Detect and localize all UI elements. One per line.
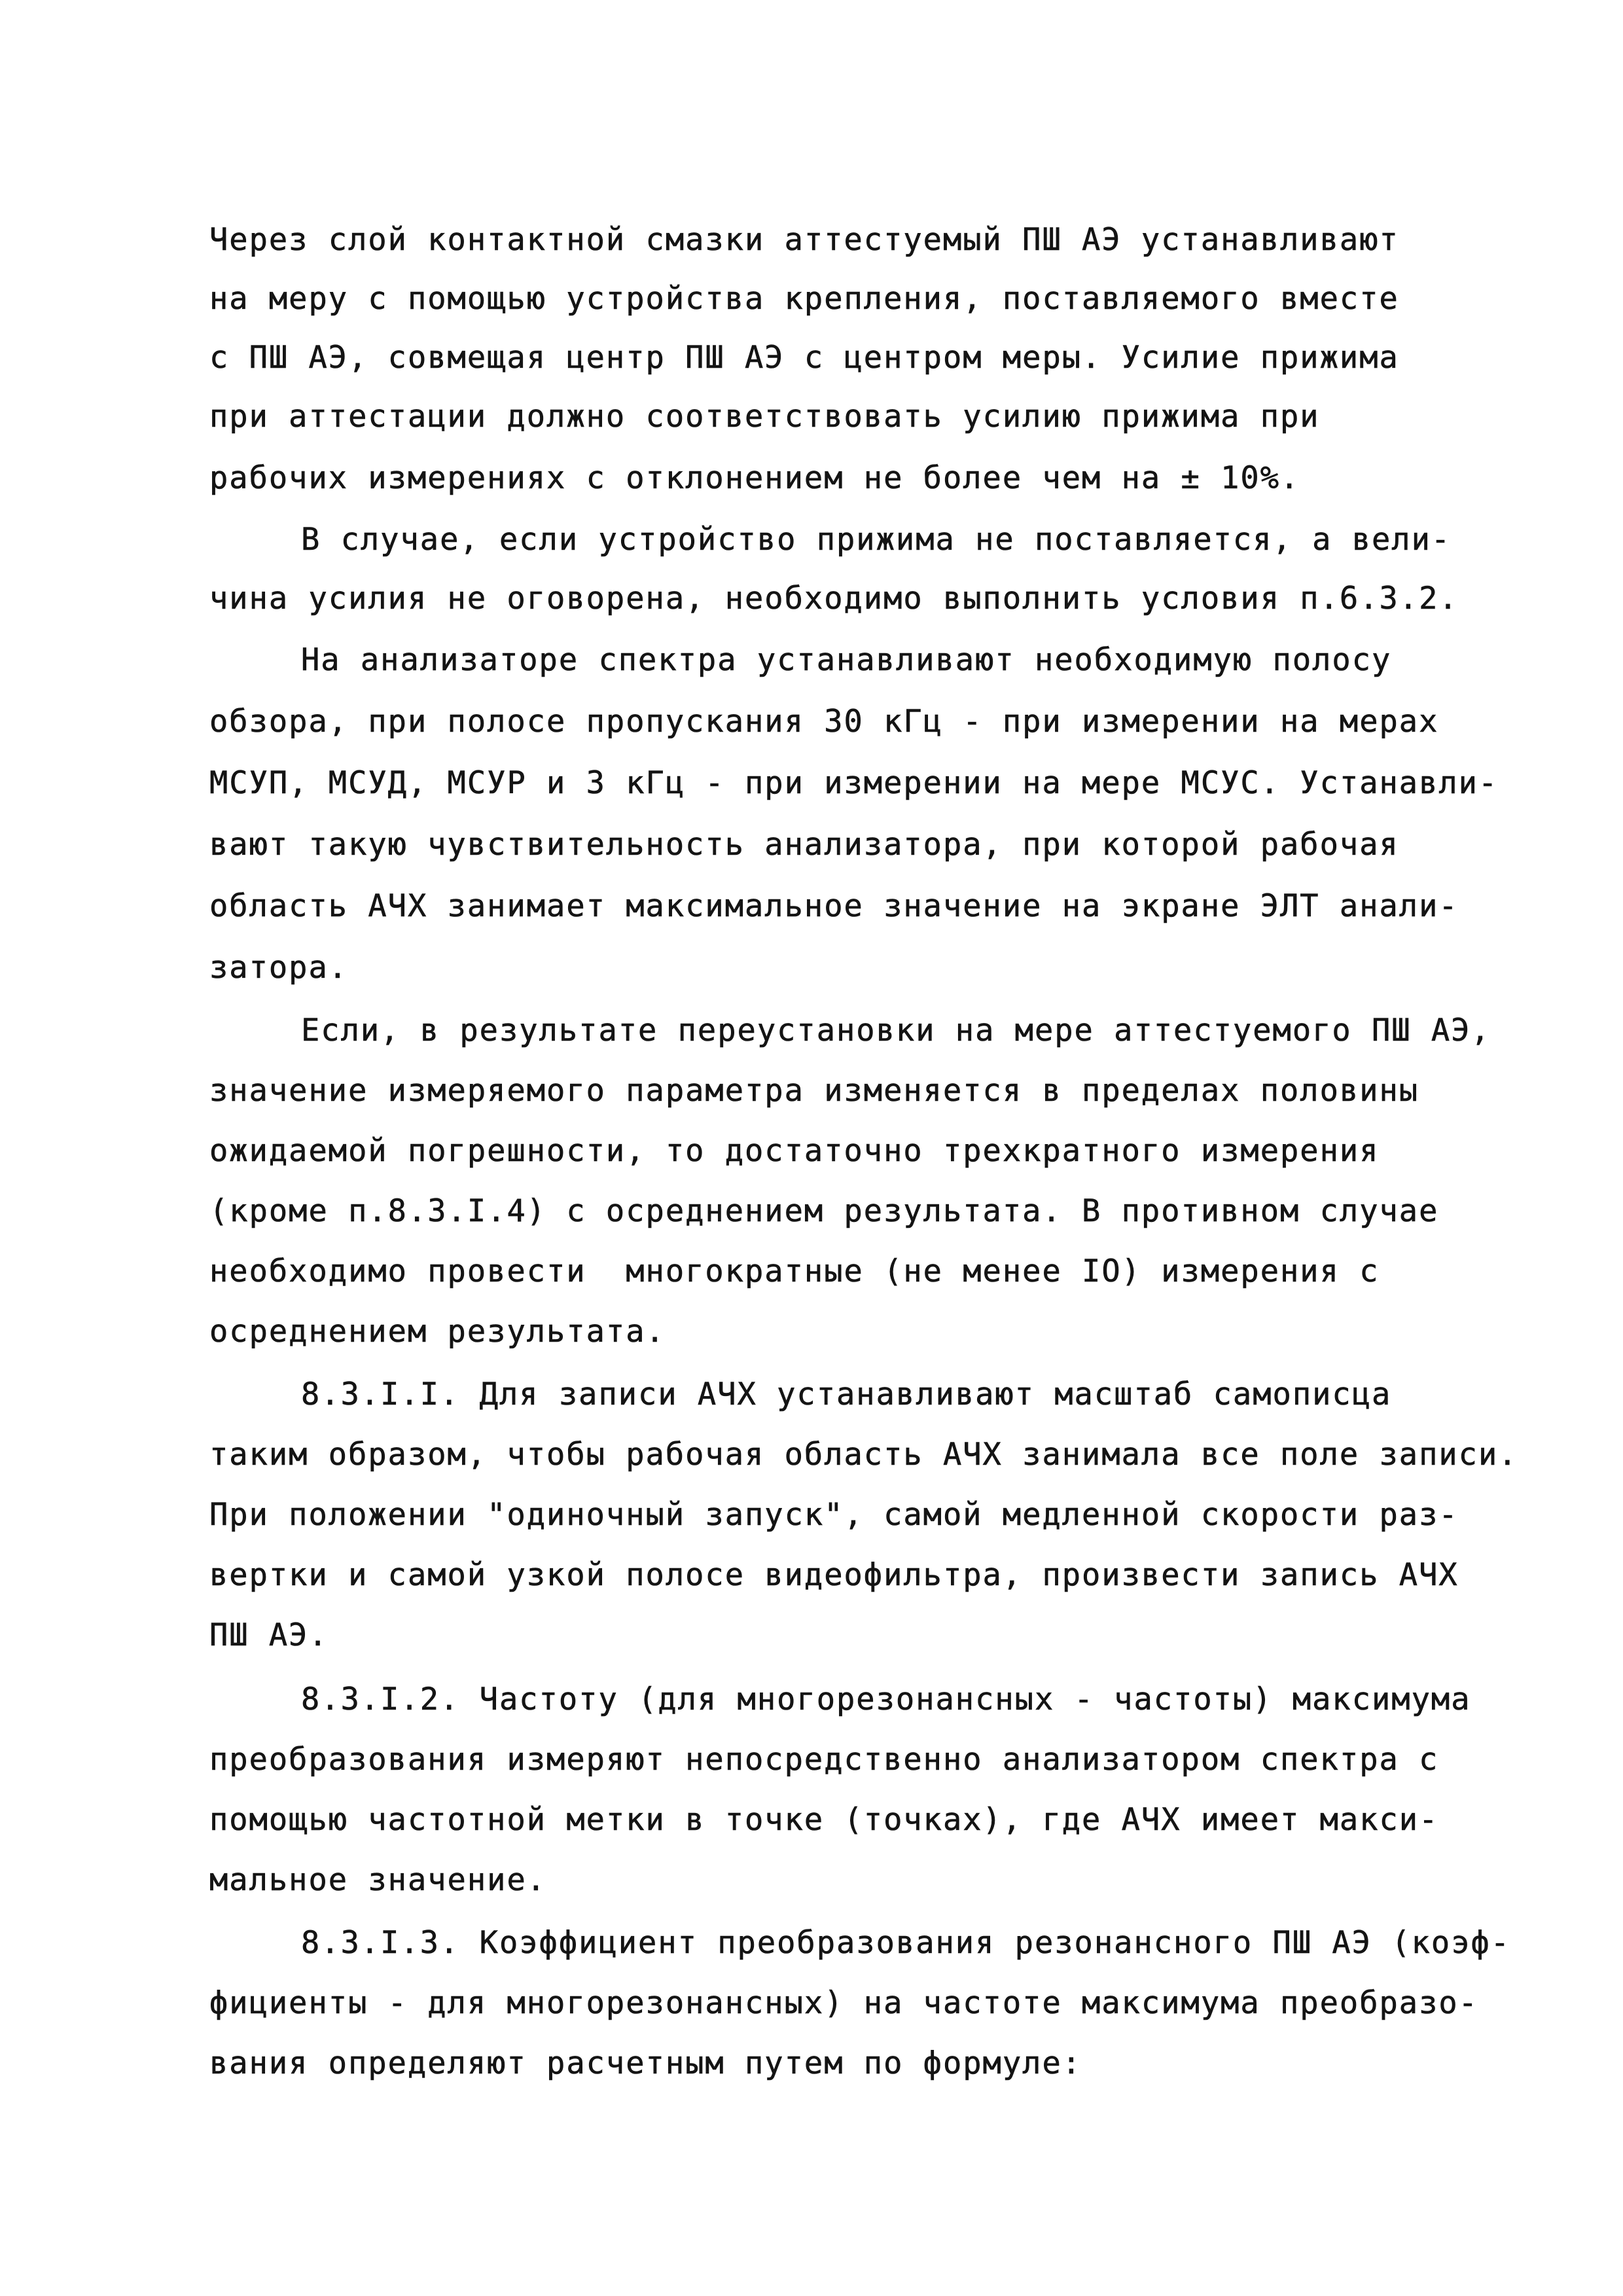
text-line-19: осреднением результата. [209,1314,666,1350]
text-line-18: необходимо провести многократные (не менее IO) измерения с [209,1253,1380,1289]
text-line-4: при аттестации должно соответствовать усилию прижима при [209,399,1320,435]
text-line-16: ожидаемой погрешности, то достаточно трехкратного измерения [209,1133,1380,1169]
text-line-3: с ПШ АЭ, совмещая центр ПШ АЭ с центром меры. Усилие прижима [209,340,1399,376]
text-line-17: (кроме п.8.3.I.4) с осреднением результата. В противном случае [209,1193,1439,1229]
text-line-29: 8.3.I.3. Коэффициент преобразования резонансного ПШ АЭ (коэф- [301,1925,1511,1961]
text-line-10: МСУП, МСУД, МСУР и 3 кГц - при измерении на мере МСУС. Устанавли- [209,765,1499,801]
text-line-22: При положении "одиночный запуск", самой медленной скорости раз- [209,1497,1459,1533]
text-line-1: Через слой контактной смазки аттестуемый ПШ АЭ устанавливают [209,222,1399,258]
text-line-31: вания определяют расчетным путем по формуле: [209,2045,1082,2081]
text-line-12: область АЧХ занимает максимальное значение на экране ЭЛТ анали- [209,888,1459,924]
text-line-6: В случае, если устройство прижима не поставляется, а вели- [301,522,1452,558]
text-line-5: рабочих измерениях с отклонением не более чем на ± 10%. [209,460,1300,496]
text-line-27: помощью частотной метки в точке (точках), где АЧХ имеет макси- [209,1802,1439,1838]
text-line-30: фициенты - для многорезонансных) на частоте максимума преобразо- [209,1985,1478,2021]
text-line-15: значение измеряемого параметра изменяется в пределах половины [209,1073,1419,1109]
text-line-23: вертки и самой узкой полосе видеофильтра, произвести запись АЧХ [209,1557,1459,1593]
text-line-9: обзора, при полосе пропускания 30 кГц - при измерении на мерах [209,704,1439,740]
text-line-7: чина усилия не оговорена, необходимо выполнить условия п.6.3.2. [209,581,1459,617]
text-line-25: 8.3.I.2. Частоту (для многорезонансных - частоты) максимума [301,1681,1471,1717]
text-line-8: На анализаторе спектра устанавливают необходимую полосу [301,642,1392,678]
text-line-24: ПШ АЭ. [209,1617,329,1653]
text-line-20: 8.3.I.I. Для записи АЧХ устанавливают масштаб самописца [301,1376,1392,1412]
text-line-2: на меру с помощью устройства крепления, поставляемого вместе [209,281,1399,317]
text-line-28: мальное значение. [209,1862,547,1898]
text-line-26: преобразования измеряют непосредственно анализатором спектра с [209,1742,1439,1778]
text-line-14: Если, в результате переустановки на мере аттестуемого ПШ АЭ, [301,1013,1491,1049]
text-line-11: вают такую чувствительность анализатора, при которой рабочая [209,827,1399,863]
text-line-21: таким образом, чтобы рабочая область АЧХ занимала все поле записи. [209,1437,1518,1473]
text-line-13: затора. [209,950,349,986]
